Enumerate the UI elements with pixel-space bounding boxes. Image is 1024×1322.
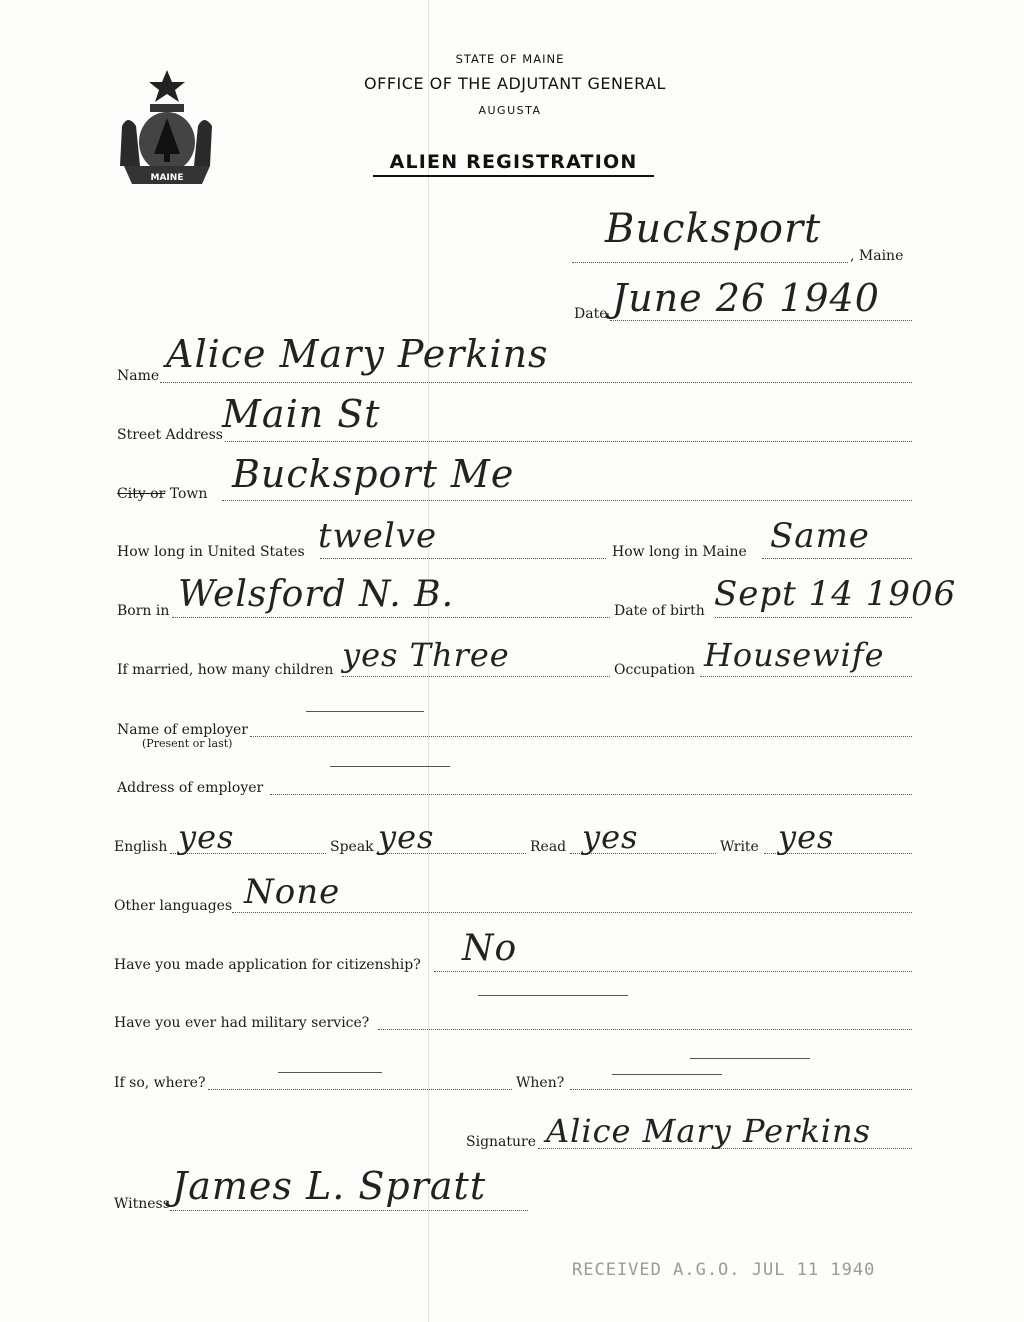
name-label: Name: [117, 368, 160, 384]
english-value: yes: [178, 818, 235, 856]
military-label: Have you ever had military service?: [114, 1015, 370, 1031]
witness-label: Witness: [114, 1196, 170, 1212]
occupation-label: Occupation: [614, 662, 696, 678]
speak-label: Speak: [330, 839, 374, 855]
read-label: Read: [530, 839, 567, 855]
write-value: yes: [778, 818, 835, 856]
street-line: [225, 441, 912, 442]
military-line: [378, 1029, 912, 1030]
date-label: Date: [574, 306, 608, 322]
received-stamp: RECEIVED A.G.O. JUL 11 1940: [572, 1260, 876, 1280]
name-line: [160, 382, 912, 383]
born-in-line: [172, 617, 610, 618]
english-label: English: [114, 839, 168, 855]
maine-seal-icon: [112, 66, 222, 191]
citizenship-blank-dash: [478, 995, 628, 996]
how-long-us-line: [320, 558, 606, 559]
date-line: [610, 320, 912, 321]
town-label: [117, 486, 207, 502]
employer-label: Name of employer: [117, 722, 248, 738]
citizenship-line: [434, 971, 912, 972]
occupation-line: [700, 676, 912, 677]
seal-banner-text: MAINE: [150, 173, 184, 183]
street-label: Street Address: [117, 427, 223, 443]
born-in-label: Born in: [117, 603, 170, 619]
maine-label: , Maine: [850, 248, 904, 264]
write-label: Write: [720, 839, 759, 855]
when-blank-dash: [612, 1074, 722, 1075]
married-value: yes Three: [342, 636, 510, 674]
employer-note: (Present or last): [142, 737, 233, 750]
town-header-value: Bucksport: [605, 206, 822, 252]
signature-label: Signature: [466, 1134, 537, 1150]
occupation-value: Housewife: [704, 636, 885, 674]
street-value: Main St: [222, 392, 381, 436]
dob-label: Date of birth: [614, 603, 705, 619]
married-label: If married, how many children: [117, 662, 334, 678]
name-value: Alice Mary Perkins: [166, 332, 549, 376]
dob-line: [715, 617, 912, 618]
town-line: [222, 500, 912, 501]
header-state: STATE OF MAINE: [455, 52, 565, 66]
employer-line: [250, 736, 912, 737]
witness-value: James L. Spratt: [172, 1164, 487, 1208]
city-struck-label: City or: [117, 486, 166, 502]
if-so-where-label: If so, where?: [114, 1075, 206, 1091]
other-languages-value: None: [244, 872, 341, 912]
form-title: ALIEN REGISTRATION: [373, 151, 654, 177]
other-languages-line: [232, 912, 912, 913]
citizenship-value: No: [462, 928, 518, 969]
header-office: OFFICE OF THE ADJUTANT GENERAL: [364, 74, 666, 93]
town-value: Bucksport Me: [232, 452, 515, 496]
town-label-text: Town: [165, 486, 208, 502]
dob-value: Sept 14 1906: [714, 574, 957, 614]
town-header-line: [572, 262, 848, 263]
read-value: yes: [582, 818, 639, 856]
military-blank-dash: [690, 1058, 810, 1059]
employer-address-label: Address of employer: [117, 780, 264, 796]
when-label: When?: [516, 1075, 565, 1091]
signature-value: Alice Mary Perkins: [546, 1112, 871, 1150]
header-city: AUGUSTA: [478, 104, 542, 117]
how-long-us-label: How long in United States: [117, 544, 305, 560]
how-long-maine-line: [762, 558, 912, 559]
married-line: [342, 676, 610, 677]
how-long-us-value: twelve: [318, 516, 438, 556]
when-line: [570, 1089, 912, 1090]
employer-address-line: [270, 794, 912, 795]
how-long-maine-value: Same: [770, 516, 870, 556]
speak-value: yes: [378, 818, 435, 856]
employer-address-blank-dash: [330, 766, 450, 767]
how-long-maine-label: How long in Maine: [612, 544, 747, 560]
witness-line: [170, 1210, 528, 1211]
citizenship-label: Have you made application for citizenship?: [114, 957, 421, 973]
other-languages-label: Other languages: [114, 898, 233, 914]
employer-blank-dash: [306, 711, 424, 712]
born-in-value: Welsford N. B.: [178, 574, 455, 615]
date-value: June 26 1940: [612, 276, 880, 320]
if-so-where-line: [208, 1089, 512, 1090]
if-so-where-blank-dash: [278, 1072, 382, 1073]
